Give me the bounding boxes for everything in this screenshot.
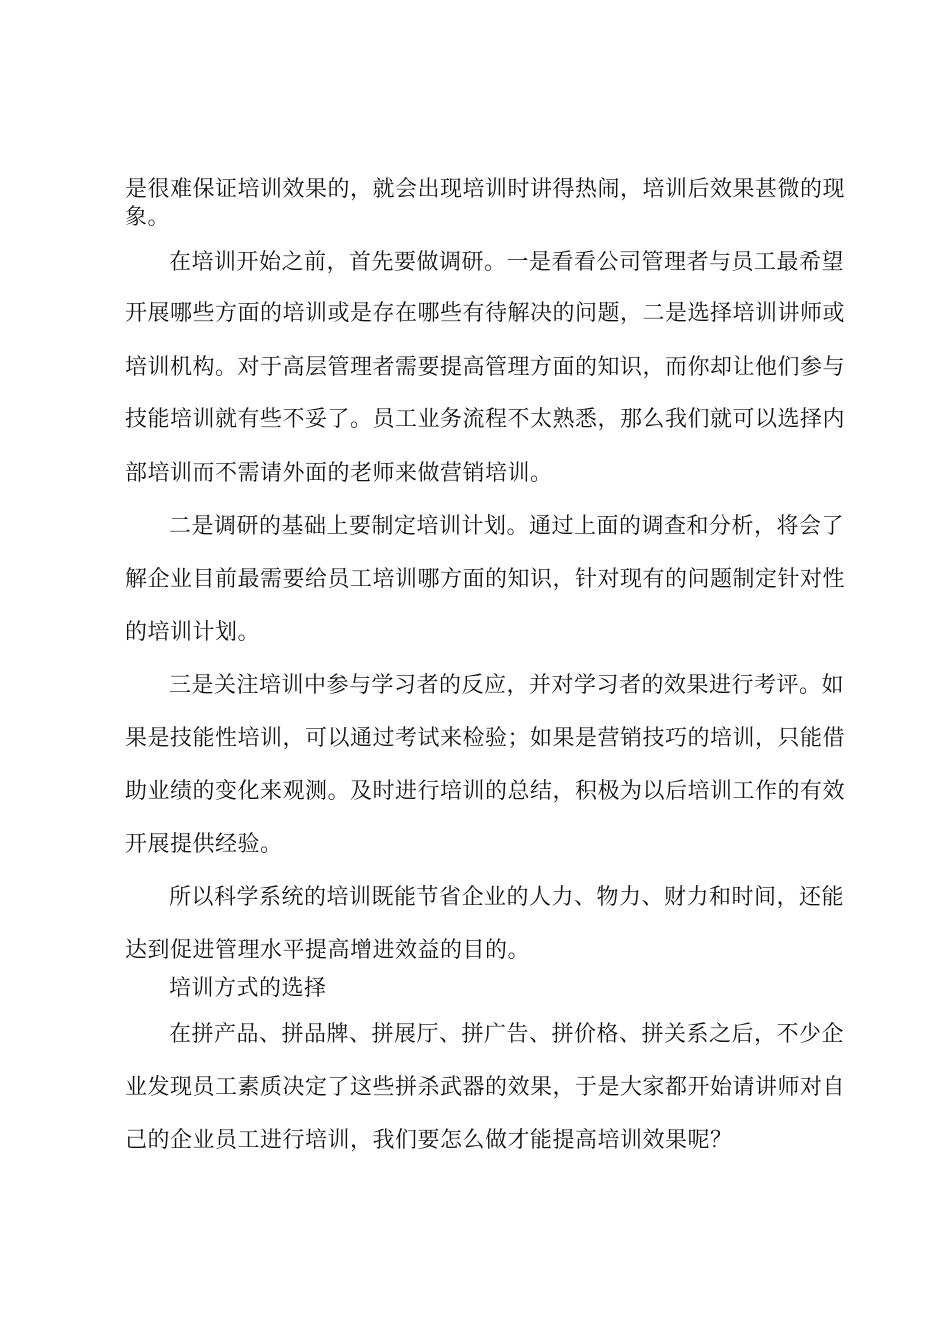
paragraph-line: 在拼产品、拼品牌、拼展厅、拼广告、拼价格、拼关系之后，不少企 (169, 1022, 845, 1047)
paragraph-line: 业发现员工素质决定了这些拼杀武器的效果，于是大家都开始请讲师对自 (125, 1075, 846, 1100)
paragraph-line: 达到促进管理水平提高增进效益的目的。 (125, 938, 531, 963)
paragraph-line: 的培训计划。 (125, 620, 261, 645)
paragraph-line: 技能培训就有些不妥了。员工业务流程不太熟悉，那么我们就可以选择内 (125, 407, 846, 432)
paragraph-line: 二是调研的基础上要制定培训计划。通过上面的调查和分析，将会了 (169, 514, 845, 539)
paragraph-line: 助业绩的变化来观测。及时进行培训的总结，积极为以后培训工作的有效 (125, 779, 846, 804)
section-heading: 培训方式的选择 (169, 976, 327, 1001)
paragraph-line: 果是技能性培训，可以通过考试来检验；如果是营销技巧的培训，只能借 (125, 726, 846, 751)
paragraph-line: 解企业目前最需要给员工培训哪方面的知识，针对现有的问题制定针对性 (125, 567, 846, 592)
paragraph-line: 在培训开始之前，首先要做调研。一是看看公司管理者与员工最希望 (169, 250, 845, 275)
paragraph-line: 是很难保证培训效果的，就会出现培训时讲得热闹，培训后效果甚微的现 (125, 177, 846, 202)
paragraph-line: 象。 (125, 205, 171, 230)
paragraph-line: 培训机构。对于高层管理者需要提高管理方面的知识，而你却让他们参与 (125, 355, 846, 380)
paragraph-line: 三是关注培训中参与学习者的反应，并对学习者的效果进行考评。如 (169, 673, 845, 698)
paragraph-line: 开展提供经验。 (125, 832, 283, 857)
paragraph-line: 己的企业员工进行培训，我们要怎么做才能提高培训效果呢？ (125, 1128, 733, 1153)
paragraph-line: 开展哪些方面的培训或是存在哪些有待解决的问题，二是选择培训讲师或 (125, 301, 846, 326)
paragraph-line: 所以科学系统的培训既能节省企业的人力、物力、财力和时间，还能 (169, 885, 845, 910)
paragraph-line: 部培训而不需请外面的老师来做营销培训。 (125, 461, 553, 486)
